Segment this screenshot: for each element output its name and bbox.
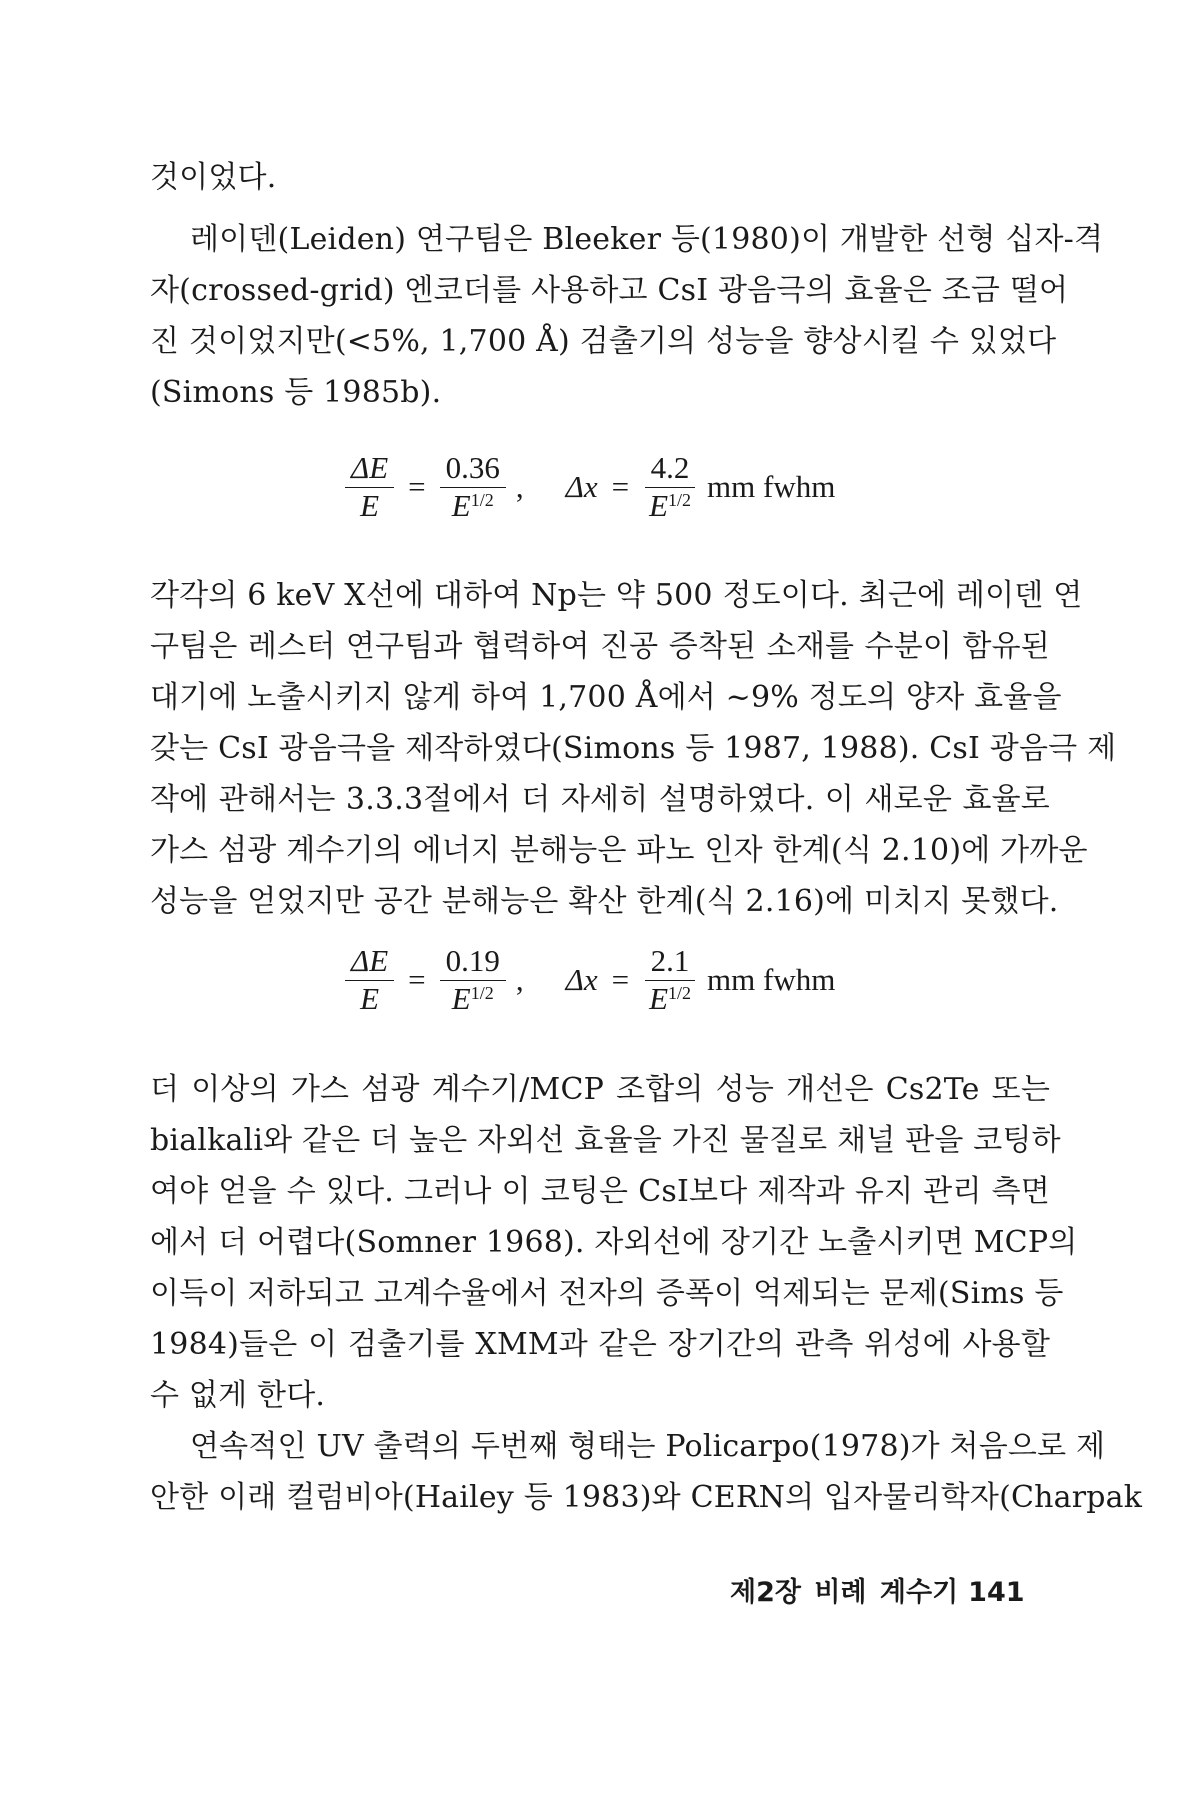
text-line: 갖는 CsI 광음극을 제작하였다(Simons 등 1987, 1988). CsI 광음극 제 (150, 731, 1117, 766)
delta-x-label: Δx (565, 962, 598, 998)
text-line: 대기에 노출시키지 않게 하여 1,700 Å에서 ~9% 정도의 양자 효율을 (150, 680, 1062, 715)
chapter-title: 제2장 비례 계수기 (730, 1577, 959, 1608)
text-line: 각각의 6 keV X선에 대하여 Np는 약 500 정도이다. 최근에 레이덴 연 (150, 578, 1083, 613)
text-line: 에서 더 어렵다(Somner 1968). 자외선에 장기간 노출시키면 MCP의 (150, 1225, 1078, 1260)
page-number: 141 (968, 1577, 1025, 1608)
unit-label: mm fwhm (707, 962, 836, 998)
text-line: bialkali와 같은 더 높은 자외선 효율을 가진 물질로 채널 판을 코팅하 (150, 1123, 1061, 1158)
denominator-exponent: 1/2 (668, 982, 692, 1003)
text-line: 자(crossed-grid) 엔코더를 사용하고 CsI 광음극의 효율은 조금 떨어 (150, 273, 1069, 308)
denominator-exponent: 1/2 (470, 982, 494, 1003)
equation-resolution-1 (345, 452, 835, 522)
text-line: 진 것이었지만(<5%, 1,700 Å) 검출기의 성능을 향상시킬 수 있었다 (150, 324, 1057, 359)
text-line: 작에 관해서는 3.3.3절에서 더 자세히 설명하였다. 이 새로운 효율로 (150, 782, 1050, 817)
text-line: 연속적인 UV 출력의 두번째 형태는 Policarpo(1978)가 처음으로 제 (190, 1429, 1106, 1464)
denominator-base: E (451, 980, 471, 1016)
fraction-spatial-resolution (643, 452, 697, 522)
numerator: 4.2 (645, 452, 696, 488)
text-line: 성능을 얻었지만 공간 분해능은 확산 한계(식 2.16)에 미치지 못했다. (150, 884, 1059, 919)
fraction-energy-resolution (440, 945, 506, 1015)
page-footer (730, 1570, 1025, 1609)
text-line: 더 이상의 가스 섬광 계수기/MCP 조합의 성능 개선은 Cs2Te 또는 (150, 1072, 1050, 1107)
delta-x-label: Δx (565, 469, 598, 505)
unit-label: mm fwhm (707, 469, 836, 505)
text-line: (Simons 등 1985b). (150, 375, 442, 410)
denominator-base: E (649, 980, 669, 1016)
numerator: 0.19 (440, 945, 506, 981)
numerator: ΔE (345, 945, 394, 981)
denominator: E (360, 980, 380, 1016)
paragraph-mcp-coating (150, 1064, 1078, 1421)
text-line: 1984)들은 이 검출기를 XMM과 같은 장기간의 관측 위성에 사용할 (150, 1327, 1050, 1362)
denominator-base: E (451, 487, 471, 523)
paragraph-continuation (150, 152, 1050, 203)
fraction-delta-e-over-e (345, 945, 394, 1015)
text-line: 안한 이래 컬럼비아(Hailey 등 1983)와 CERN의 입자물리학자(Charpak (150, 1480, 1143, 1515)
denominator: E (360, 487, 380, 523)
text-line: 여야 얻을 수 있다. 그러나 이 코팅은 CsI보다 제작과 유지 관리 측면 (150, 1174, 1050, 1209)
text-line: 수 없게 한다. (150, 1378, 326, 1413)
text-line: 구팀은 레스터 연구팀과 협력하여 진공 증착된 소재를 수분이 함유된 (150, 629, 1050, 664)
comma: , (515, 962, 524, 998)
equals-sign: = (408, 469, 426, 505)
text-line: 것이었다. (150, 160, 277, 195)
equals-sign: = (408, 962, 426, 998)
equals-sign: = (611, 962, 630, 998)
paragraph-uv-output (150, 1421, 1143, 1523)
fraction-delta-e-over-e (345, 452, 394, 522)
denominator-exponent: 1/2 (668, 489, 692, 510)
numerator: 0.36 (440, 452, 506, 488)
fraction-energy-resolution (440, 452, 506, 522)
denominator-base: E (649, 487, 669, 523)
equals-sign: = (611, 469, 630, 505)
paragraph-csi-photocathode (150, 570, 1117, 927)
equation-resolution-2 (345, 945, 835, 1015)
text-line: 이득이 저하되고 고계수율에서 전자의 증폭이 억제되는 문제(Sims 등 (150, 1276, 1064, 1311)
text-line: 레이덴(Leiden) 연구팀은 Bleeker 등(1980)이 개발한 선형 십자-격 (190, 222, 1104, 257)
numerator: 2.1 (645, 945, 696, 981)
paragraph-leiden (150, 214, 1104, 418)
numerator: ΔE (345, 452, 394, 488)
text-line: 가스 섬광 계수기의 에너지 분해능은 파노 인자 한계(식 2.10)에 가까운 (150, 833, 1088, 868)
denominator-exponent: 1/2 (470, 489, 494, 510)
fraction-spatial-resolution (643, 945, 697, 1015)
comma: , (515, 469, 524, 505)
